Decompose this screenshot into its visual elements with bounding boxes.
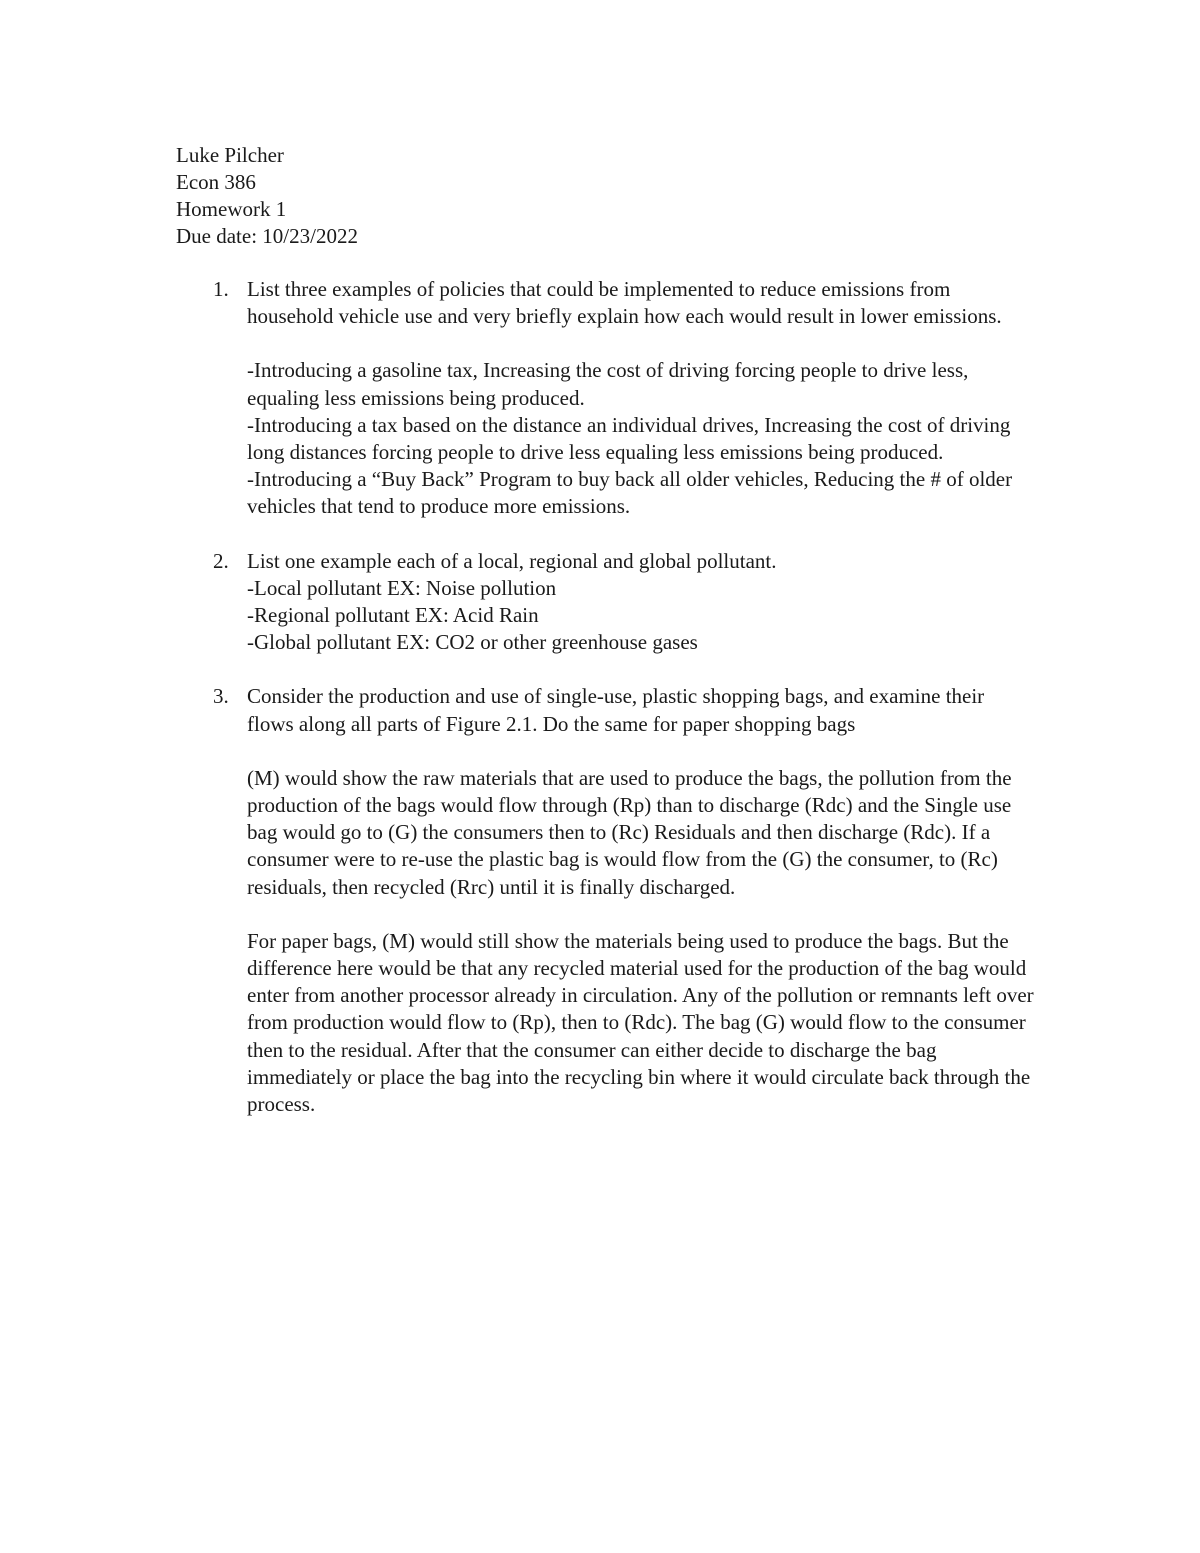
answer-paper-bags: For paper bags, (M) would still show the materials being used to produce the bags. But the difference here would be that any recycled material used for the production of the bag would enter from another processor already in circulation. Any of the pollution or remnants left over from production would flow to (Rp), then to (Rdc). The bag (G) would flow to the consumer then to the residual. After that the consumer can either decide to discharge the bag immediately or place the bag into the recycling bin where it would circulate back through the process.: [247, 928, 1034, 1117]
answer-regional-pollutant: -Regional pollutant EX: Acid Rain: [247, 603, 539, 628]
question-prompt: List three examples of policies that could be implemented to reduce emissions from household vehicle use and very briefly explain how each would result in lower emissions.: [247, 277, 1002, 329]
question-2: [176, 548, 1036, 657]
answer-plastic-bags: (M) would show the raw materials that are used to produce the bags, the pollution from the production of the bags would flow through (Rp) than to discharge (Rdc) and the Single use bag would go to (G) the consumers then to (Rc) Residuals and then discharge (Rdc). If a consumer were to re-use the plastic bag is would flow from the (G) the consumer, to (Rc) residuals, then recycled (Rrc) until it is finally discharged.: [247, 765, 1012, 899]
question-prompt: List one example each of a local, regional and global pollutant.: [247, 548, 777, 573]
question-3: [176, 683, 1036, 1118]
question-prompt: Consider the production and use of single-use, plastic shopping bags, and examine their flows along all parts of Figure 2.1. Do the same for paper shopping bags: [247, 684, 985, 736]
assignment-title: Homework 1: [176, 197, 287, 221]
answer-local-pollutant: -Local pollutant EX: Noise pollution: [247, 575, 557, 600]
question-number: 1.: [213, 277, 229, 301]
answer-global-pollutant: -Global pollutant EX: CO2 or other greenhouse gases: [247, 630, 698, 655]
answer-policy-1: -Introducing a gasoline tax, Increasing the cost of driving forcing people to drive less, equaling less emissions being produced.: [247, 358, 969, 410]
course-name: Econ 386: [176, 170, 256, 194]
document-header: [176, 142, 358, 250]
answer-policy-2: -Introducing a tax based on the distance an individual drives, Increasing the cost of driving long distances forcing people to drive less equaling less emissions being produced.: [247, 412, 1011, 465]
question-number: 2.: [213, 548, 229, 573]
question-1: [176, 276, 1036, 521]
answer-policy-3: -Introducing a “Buy Back” Program to buy back all older vehicles, Reducing the # of older vehicles that tend to produce more emissions.: [247, 467, 1013, 519]
question-list: [176, 276, 1036, 1145]
due-date: Due date: 10/23/2022: [176, 224, 358, 248]
student-name: Luke Pilcher: [176, 143, 284, 167]
question-number: 3.: [213, 684, 229, 709]
